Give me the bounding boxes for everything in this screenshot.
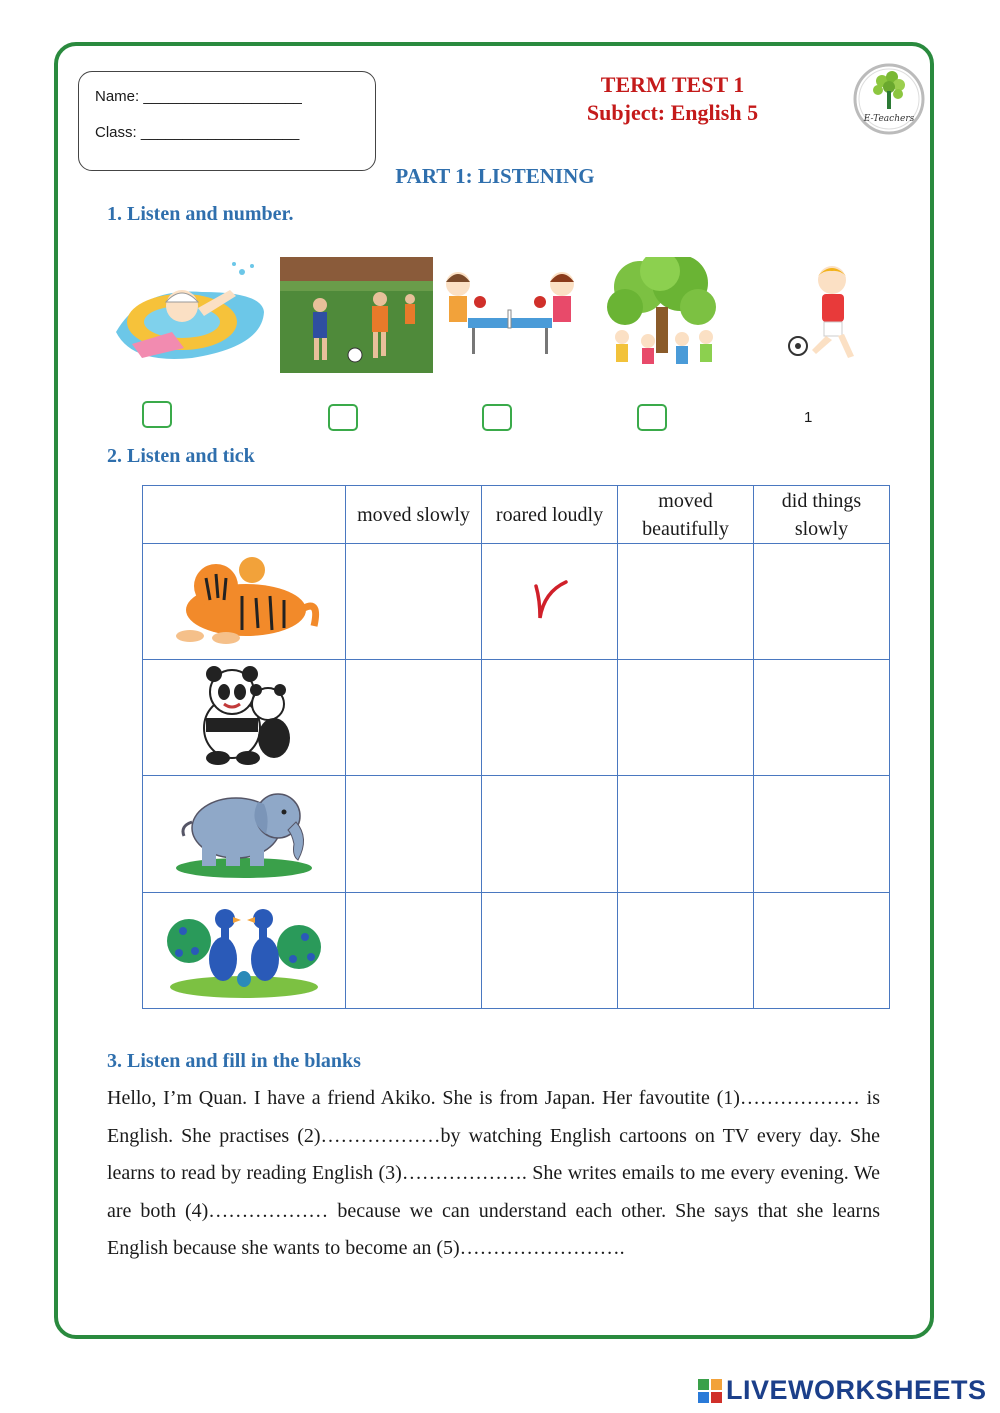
tick-cell[interactable] [618, 660, 754, 776]
column-header: moved beautifully [618, 486, 754, 544]
number-box-2[interactable] [328, 404, 358, 431]
e-teachers-logo [852, 59, 926, 139]
column-header: roared loudly [482, 486, 618, 544]
number-box-4[interactable] [637, 404, 667, 431]
row-image-cell [143, 893, 346, 1009]
swimming-icon [112, 252, 268, 364]
tiger-icon [166, 548, 322, 648]
section3-heading: 3. Listen and fill in the blanks [107, 1050, 361, 1072]
class-field[interactable]: Class: ___________________ [95, 124, 300, 141]
name-class-box [78, 71, 376, 171]
number-box-1[interactable] [142, 401, 172, 428]
picnic-under-tree-icon [600, 257, 724, 375]
name-field[interactable]: Name: ___________________ [95, 88, 302, 105]
tick-cell[interactable] [346, 776, 482, 893]
tick-mark-icon [530, 574, 570, 622]
liveworksheets-brand[interactable]: LIVEWORKSHEETS [726, 1375, 987, 1405]
tick-cell[interactable] [346, 893, 482, 1009]
column-header: moved slowly [346, 486, 482, 544]
tick-table [142, 485, 890, 1009]
tick-cell[interactable] [482, 776, 618, 893]
tick-cell[interactable] [754, 776, 890, 893]
tick-cell[interactable] [754, 660, 890, 776]
section1-heading: 1. Listen and number. [107, 203, 294, 225]
row-image-cell [143, 776, 346, 893]
tick-cell[interactable] [754, 544, 890, 660]
football-photo-icon [280, 257, 433, 373]
tick-cell[interactable] [482, 893, 618, 1009]
svg-text:E-Teachers: E-Teachers [863, 114, 915, 124]
tick-cell[interactable] [346, 544, 482, 660]
tick-cell[interactable] [754, 893, 890, 1009]
elephant-icon [174, 782, 314, 878]
column-header: did things slowly [754, 486, 890, 544]
fill-in-paragraph: Hello, I’m Quan. I have a friend Akiko. She is from Japan. Her favoutite (1)……………… is English. She practises (2)………………by watching English cartoons on TV every day. She learns to read by reading English (3)………………. She writes emails to me every evening. We are both (4)……………… because we can understand each other. She says that she learns English because she wants to become an (5)……………………. [107, 1087, 880, 1260]
peacock-icon [167, 895, 321, 999]
liveworksheets-logo-icon [697, 1378, 723, 1404]
section2-heading: 2. Listen and tick [107, 445, 255, 467]
table-tennis-icon [440, 262, 578, 362]
tick-cell[interactable] [618, 544, 754, 660]
number-box-3[interactable] [482, 404, 512, 431]
panda-icon [194, 662, 294, 766]
test-subject: Subject: English 5 [586, 100, 759, 125]
tick-cell[interactable] [482, 544, 618, 660]
part-title: PART 1: LISTENING [395, 164, 595, 188]
header-corner-cell [143, 486, 346, 544]
tick-cell[interactable] [618, 776, 754, 893]
tick-cell[interactable] [618, 893, 754, 1009]
tick-cell[interactable] [482, 660, 618, 776]
test-title: TERM TEST 1 [600, 72, 745, 97]
row-image-cell [143, 660, 346, 776]
tick-cell[interactable] [346, 660, 482, 776]
boy-kicking-ball-icon [786, 262, 866, 366]
example-number: 1 [804, 409, 813, 426]
row-image-cell [143, 544, 346, 660]
